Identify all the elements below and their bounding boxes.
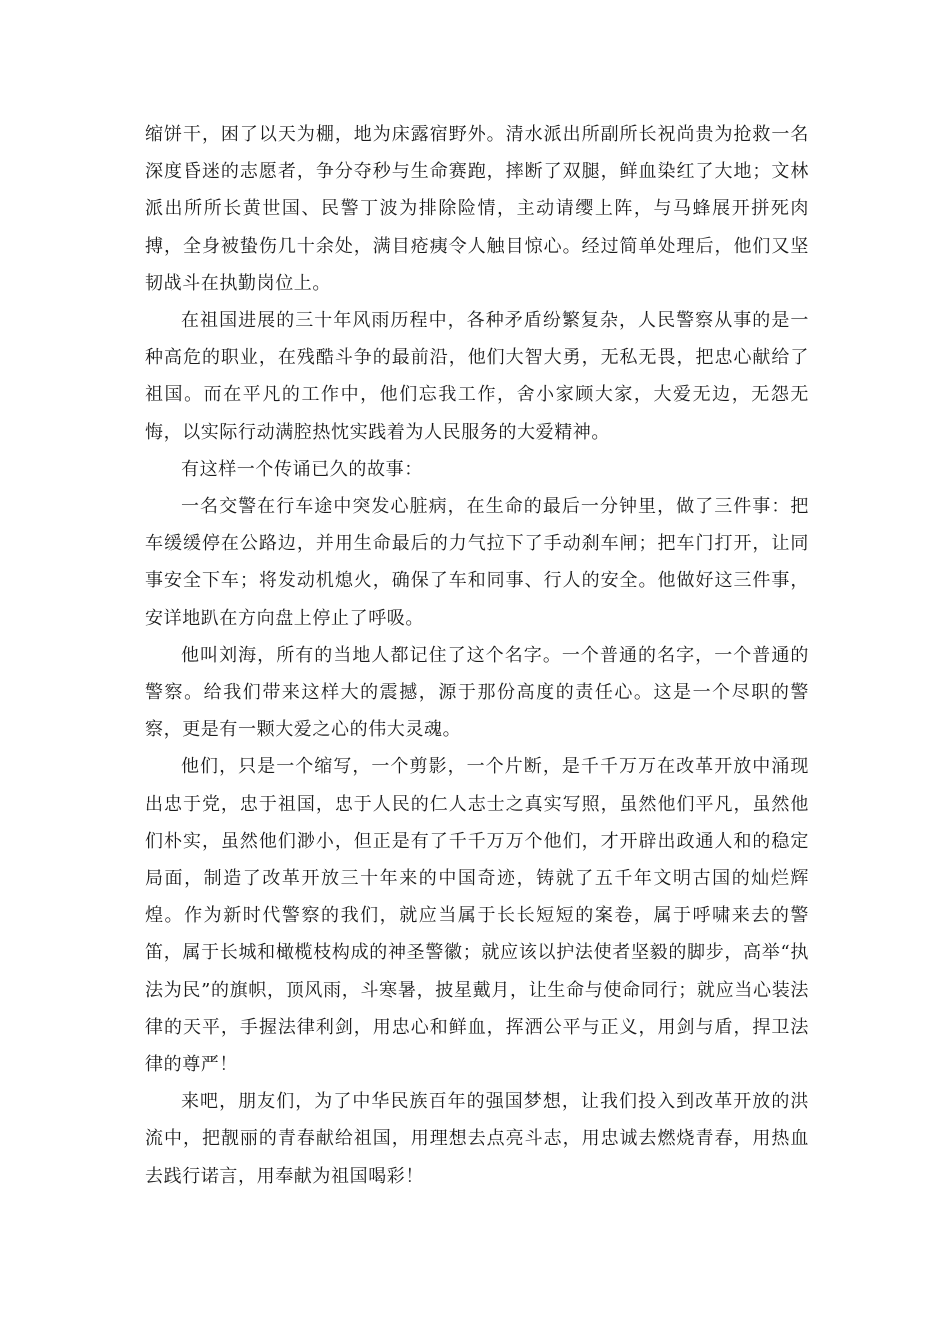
- paragraph-5: 他叫刘海，所有的当地人都记住了这个名字。一个普通的名字，一个普通的警察。给我们带来这样大的震撼，源于那份高度的责任心。这是一个尽职的警察，更是有一颗大爱之心的伟大灵魂。: [145, 644, 809, 741]
- paragraph-7: 来吧，朋友们，为了中华民族百年的强国梦想，让我们投入到改革开放的洪流中，把靓丽的青春献给祖国，用理想去点亮斗志，用忠诚去燃烧青春，用热血去践行诺言，用奉献为祖国喝彩！: [145, 1091, 809, 1187]
- paragraph-6: 他们，只是一个缩写，一个剪影，一个片断，是千千万万在改革开放中涌现出忠于党，忠于祖国，忠于人民的仁人志士之真实写照，虽然他们平凡，虽然他们朴实，虽然他们渺小，但正是有了千千万万个他们，才开辟出政通人和的稳定局面，制造了改革开放三十年来的中国奇迹，铸就了五千年文明古国的灿烂辉煌。作为新时代警察的我们，就应当属于长长短短的案卷，属于呼啸来去的警笛，属于长城和橄榄枝构成的神圣警徽；就应该以护法使者坚毅的脚步，高举“执法为民”的旗帜，顶风雨，斗寒暑，披星戴月，让生命与使命同行；就应当心装法律的天平，手握法律利剑，用忠心和鲜血，挥洒公平与正义，用剑与盾，捍卫法律的尊严！: [145, 756, 809, 1076]
- paragraph-3: 有这样一个传诵已久的故事：: [181, 458, 423, 480]
- paragraph-4: 一名交警在行车途中突发心脏病，在生命的最后一分钟里，做了三件事：把车缓缓停在公路边，并用生命最后的力气拉下了手动刹车闸；把车门打开，让同事安全下车；将发动机熄火，确保了车和同事、行人的安全。他做好这三件事，安详地趴在方向盘上停止了呼吸。: [145, 496, 809, 629]
- document-body: [145, 116, 809, 1195]
- paragraph-1: 缩饼干，困了以天为棚，地为床露宿野外。清水派出所副所长祝尚贵为抢救一名深度昏迷的志愿者，争分夺秒与生命赛跑，摔断了双腿，鲜血染红了大地；文林派出所所长黄世国、民警丁波为排除险情，主动请缨上阵，与马蜂展开拼死肉搏，全身被蛰伤几十余处，满目疮痍令人触目惊心。经过简单处理后，他们又坚韧战斗在执勤岗位上。: [145, 124, 809, 294]
- paragraph-2: 在祖国进展的三十年风雨历程中，各种矛盾纷繁复杂，人民警察从事的是一种高危的职业，在残酷斗争的最前沿，他们大智大勇，无私无畏，把忠心献给了祖国。而在平凡的工作中，他们忘我工作，舍小家顾大家，大爱无边，无怨无悔，以实际行动满腔热忱实践着为人民服务的大爱精神。: [145, 310, 809, 443]
